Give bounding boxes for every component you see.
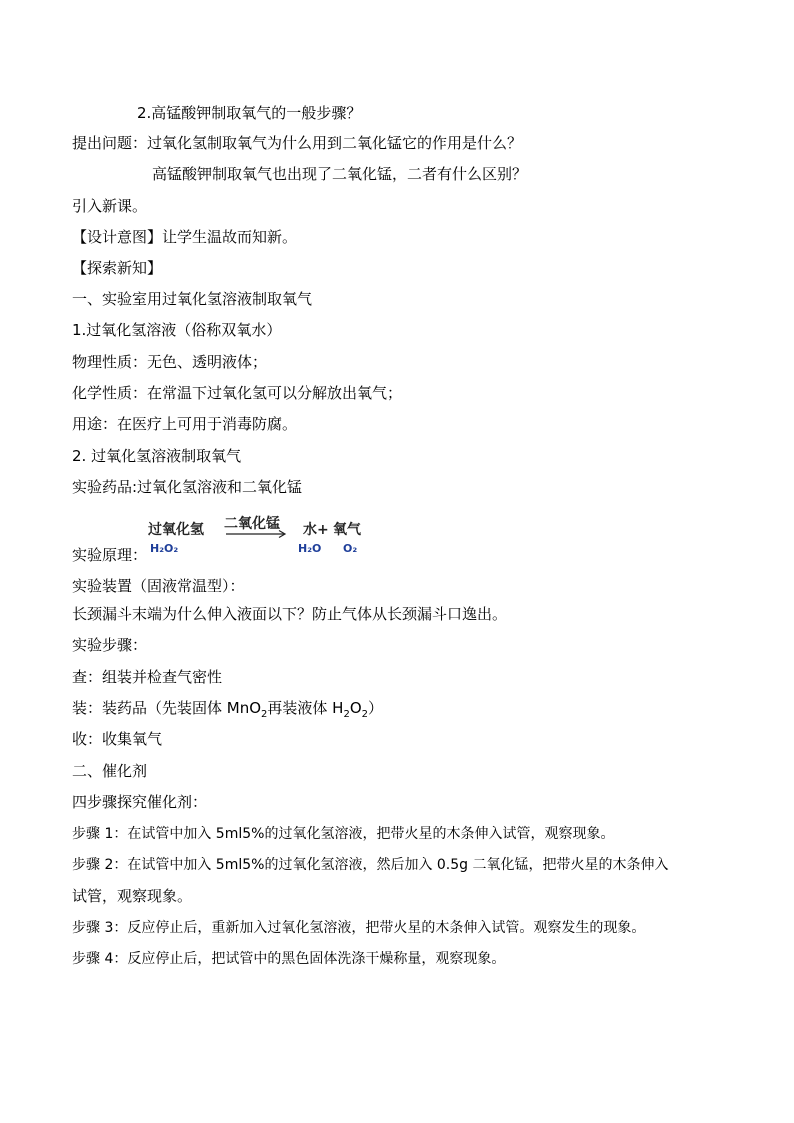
experiment-apparatus: 实验装置（固液常温型）：: [72, 577, 245, 595]
catalyst-four-steps: 四步骤探究催化剂：: [72, 793, 208, 811]
product-1-name: 水+: [303, 522, 329, 538]
step-collect: 收：收集氧气: [72, 730, 163, 748]
experiment-steps-heading: 实验步骤：: [72, 636, 148, 654]
step-check: 查：组装并检查气密性: [72, 668, 223, 686]
h2o2-o-subscript: 2: [361, 709, 369, 720]
experiment-reagents: 实验药品:过氧化氢溶液和二氧化锰: [72, 478, 303, 496]
section-1-heading: 一、实验室用过氧化氢溶液制取氧气: [72, 290, 313, 308]
chemical-properties: 化学性质：在常温下过氧化氢可以分解放出氧气；: [72, 384, 403, 402]
subsection-2-heading: 2. 过氧化氢溶液制取氧气: [72, 447, 242, 465]
reaction-equation: [148, 513, 378, 561]
uses: 用途：在医疗上可用于消毒防腐。: [72, 415, 298, 433]
reactant-formula: H₂O₂: [150, 542, 179, 555]
step-load-middle: 再装液体 H: [267, 699, 344, 717]
reaction-arrow-icon: [226, 529, 288, 539]
step-load-suffix: ）: [368, 699, 384, 717]
catalyst-step-2-line-1: 步骤 2：在试管中加入 5ml5%的过氧化氢溶液，然后加入 0.5g 二氧化锰，把带火星的木条伸入: [72, 857, 669, 873]
product-2-formula: O₂: [343, 542, 358, 555]
product-2-name: 氧气: [333, 522, 361, 538]
design-intent: 【设计意图】让学生温故而知新。: [72, 228, 298, 246]
catalyst-label: 二氧化锰: [224, 516, 280, 532]
raise-question-line-1: 提出问题：过氧化氢制取氧气为什么用到二氧化锰它的作用是什么？: [72, 134, 523, 152]
product-1-formula: H₂O: [298, 542, 322, 555]
catalyst-step-1: 步骤 1：在试管中加入 5ml5%的过氧化氢溶液，把带火星的木条伸入试管，观察现象。: [72, 826, 615, 842]
step-load: [72, 698, 383, 718]
catalyst-step-2-line-2: 试管，观察现象。: [72, 887, 193, 905]
section-2-heading: 二、催化剂: [72, 762, 148, 780]
step-load-prefix: 装：装药品（先装固体 MnO: [72, 699, 262, 717]
reactant-name: 过氧化氢: [148, 522, 204, 538]
subsection-1-heading: 1.过氧化氢溶液（俗称双氧水）: [72, 321, 282, 339]
experiment-principle: 实验原理：: [72, 546, 148, 564]
step-load-o: O: [349, 699, 362, 717]
explore-new-knowledge-heading: 【探索新知】: [72, 259, 163, 277]
introduce-new-lesson: 引入新课。: [72, 197, 148, 215]
catalyst-step-3: 步骤 3：反应停止后，重新加入过氧化氢溶液，把带火星的木条伸入试管。观察发生的现象。: [72, 920, 646, 936]
raise-question-line-2: 高锰酸钾制取氧气也出现了二氧化锰，二者有什么区别？: [152, 165, 528, 183]
funnel-question: 长颈漏斗末端为什么伸入液面以下？防止气体从长颈漏斗口逸出。: [72, 605, 508, 623]
question-2-kmno4-steps: 2.高锰酸钾制取氧气的一般步骤？: [137, 104, 362, 122]
catalyst-step-4: 步骤 4：反应停止后，把试管中的黑色固体洗涤干燥称量，观察现象。: [72, 951, 506, 967]
physical-properties: 物理性质：无色、透明液体；: [72, 353, 268, 371]
h2o2-h-subscript: 2: [343, 709, 350, 720]
mno2-subscript: 2: [261, 709, 268, 720]
